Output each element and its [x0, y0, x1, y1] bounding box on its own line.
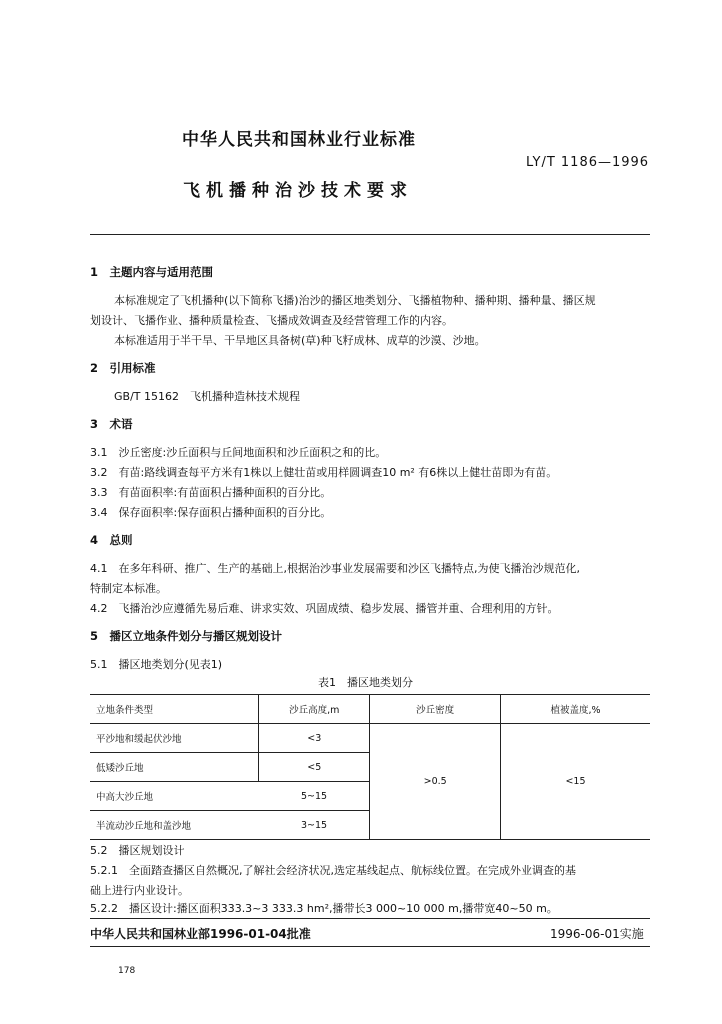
implementation-date: 1996-06-01实施: [550, 927, 644, 941]
paragraph-line: 础上进行内业设计。: [90, 884, 189, 897]
approval-date: 中华人民共和国林业部1996-01-04批准: [90, 927, 311, 941]
section-3-heading: 3 术语: [90, 417, 133, 431]
term-definition: 3.4 保存面积率:保存面积占播种面积的百分比。: [90, 506, 332, 519]
table-cell: 半流动沙丘地和盖沙地: [90, 811, 259, 840]
paragraph-line: 特制定本标准。: [90, 582, 167, 595]
table-cell: <3: [259, 724, 370, 753]
table-cell: 平沙地和缓起伏沙地: [96, 734, 182, 745]
paragraph-line: 5.2.2 播区设计:播区面积333.3~3 333.3 hm²,播带长3 000~10 000 m,播带宽40~50 m。: [90, 902, 558, 915]
table-cell: 低矮沙丘地: [90, 753, 259, 782]
paragraph-line: 4.1 在多年科研、推广、生产的基础上,根据治沙事业发展需要和沙区飞播特点,为使飞播治沙规范化,: [90, 562, 580, 575]
footer-divider: [90, 918, 650, 919]
subsection-heading: 5.1 播区地类划分(见表1): [90, 658, 223, 671]
paragraph-line: 4.2 飞播治沙应遵循先易后难、讲求实效、巩固成绩、稳步发展、播管并重、合理利用的方针。: [90, 602, 559, 615]
subsection-heading: 5.2 播区规划设计: [90, 844, 185, 857]
table-caption: 表1 播区地类划分: [318, 676, 413, 689]
header-divider: [90, 234, 650, 235]
term-definition: 3.1 沙丘密度:沙丘面积与丘间地面积和沙丘面积之和的比。: [90, 446, 387, 459]
term-definition: 3.2 有苗:路线调查每平方米有1株以上健壮苗或用样圆调查10 m² 有6株以上健壮苗即为有苗。: [90, 466, 558, 479]
column-header: 立地条件类型: [90, 695, 259, 724]
paragraph-line: 本标准适用于半干旱、干旱地区具备树(草)种飞籽成林、成草的沙漠、沙地。: [114, 334, 486, 347]
merged-density-cell: >0.5: [370, 724, 501, 840]
section-4-heading: 4 总则: [90, 533, 133, 547]
land-type-table: [90, 694, 650, 840]
document-title: 飞机播种治沙技术要求: [183, 181, 413, 201]
table-header-row: [90, 695, 650, 724]
column-header: 沙丘高度,m: [259, 695, 370, 724]
section-2-heading: 2 引用标准: [90, 361, 156, 375]
column-header: 植被盖度,%: [500, 695, 650, 724]
section-1-heading: 1 主题内容与适用范围: [90, 265, 214, 279]
table-cell: 3~15: [259, 811, 370, 840]
table-cell: 5~15: [259, 782, 370, 811]
standard-number: LY/T 1186—1996: [526, 155, 650, 170]
table-row: [90, 724, 650, 753]
merged-cover-cell: <15: [500, 724, 650, 840]
table-cell: 中高大沙丘地: [90, 782, 259, 811]
footer-bottom-divider: [90, 946, 650, 947]
column-header: 沙丘密度: [370, 695, 501, 724]
reference-standard: GB/T 15162 飞机播种造林技术规程: [114, 390, 300, 403]
page-number: 178: [118, 966, 136, 976]
issuing-organization: 中华人民共和国林业行业标准: [182, 130, 416, 150]
table-cell: <5: [259, 753, 370, 782]
section-5-heading: 5 播区立地条件划分与播区规划设计: [90, 629, 282, 643]
term-definition: 3.3 有苗面积率:有苗面积占播种面积的百分比。: [90, 486, 332, 499]
paragraph-line: 5.2.1 全面踏查播区自然概况,了解社会经济状况,选定基线起点、航标线位置。在完成外业调查的基: [90, 864, 576, 877]
paragraph-line: 本标准规定了飞机播种(以下简称飞播)治沙的播区地类划分、飞播植物种、播种期、播种量、播区规: [114, 294, 596, 307]
paragraph-line: 划设计、飞播作业、播种质量检查、飞播成效调查及经营管理工作的内容。: [90, 314, 453, 327]
